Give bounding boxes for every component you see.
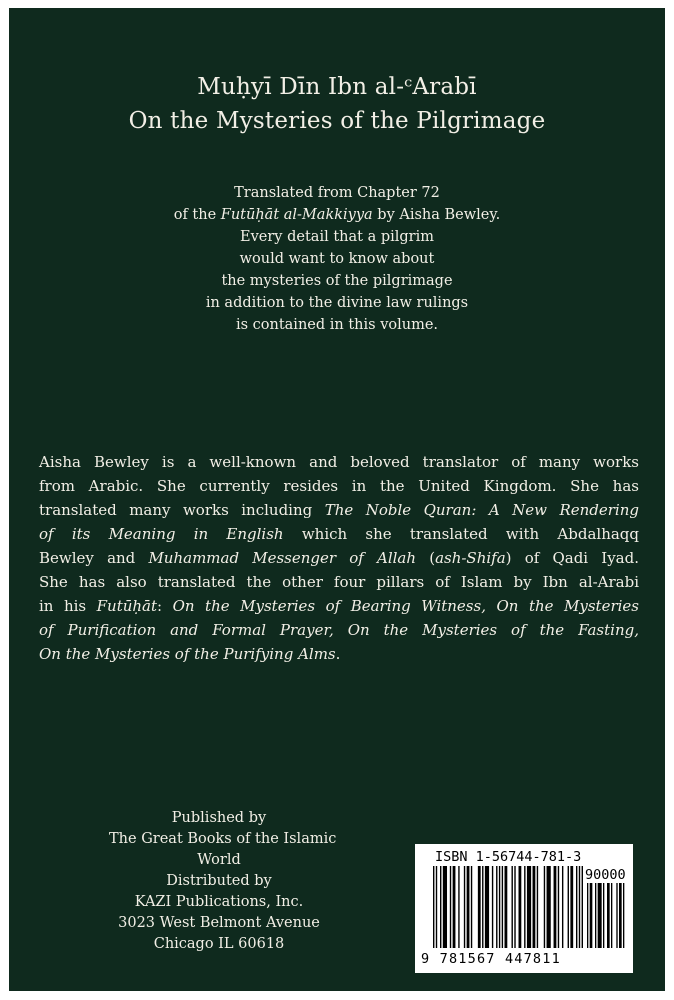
bio-line bbox=[39, 618, 639, 642]
barcode-bar bbox=[607, 883, 610, 948]
barcode-bar bbox=[471, 866, 472, 948]
bio-line: from Arabic. She currently resides in the United Kingdom. She has bbox=[39, 477, 639, 495]
barcode-bar bbox=[568, 866, 569, 948]
barcode-bar bbox=[443, 866, 447, 948]
blurb-line: is contained in this volume. bbox=[235, 317, 439, 333]
bio-italic-title: Muhammad Messenger of Allah bbox=[148, 549, 417, 567]
bio-line bbox=[39, 522, 639, 546]
barcode-bar bbox=[433, 866, 434, 948]
barcode-bar bbox=[603, 883, 604, 948]
price-code: 90000 bbox=[585, 867, 626, 883]
barcode-bar bbox=[611, 883, 612, 948]
blurb-line: Every detail that a pilgrim bbox=[240, 229, 434, 245]
barcode-bar bbox=[554, 866, 557, 948]
barcode-bars bbox=[433, 866, 583, 948]
bio-italic-title: The Noble Quran: A New Rendering bbox=[324, 501, 639, 519]
barcode-bar bbox=[558, 866, 559, 948]
barcode-bar bbox=[579, 866, 580, 948]
barcode-bar bbox=[496, 866, 497, 948]
barcode-bar bbox=[587, 883, 588, 948]
barcode-bar bbox=[590, 883, 593, 948]
bio-text: ) of Qadi Iyad. bbox=[505, 549, 639, 567]
bio-line bbox=[39, 498, 639, 522]
publisher-line: World bbox=[197, 852, 241, 868]
barcode-bar bbox=[519, 866, 522, 948]
barcode-bar bbox=[598, 883, 602, 948]
barcode-number: 9 781567 447811 bbox=[421, 951, 561, 967]
barcode-bar bbox=[562, 866, 563, 948]
publisher-line: Chicago IL 60618 bbox=[153, 936, 285, 952]
bio-text: in his bbox=[39, 597, 97, 615]
barcode-bar bbox=[512, 866, 513, 948]
barcode-bar bbox=[576, 866, 577, 948]
publisher-line: 3023 West Belmont Avenue bbox=[118, 915, 320, 931]
blurb-line: the mysteries of the pilgrimage bbox=[221, 273, 453, 289]
author-title: Muḥyī Dīn Ibn al-ᶜArabī bbox=[197, 74, 477, 100]
translator-bio bbox=[39, 450, 639, 666]
bio-line bbox=[39, 594, 639, 618]
barcode-bar bbox=[595, 883, 596, 948]
bio-italic-title: of Purification and Formal Prayer, On the Mysteries of the Fasting, bbox=[39, 621, 639, 639]
bio-text: translated many works including bbox=[39, 501, 325, 519]
bio-italic-title: Futūḥāt bbox=[96, 597, 158, 615]
barcode-bar bbox=[478, 866, 481, 948]
barcode-bar bbox=[492, 866, 493, 948]
bio-text: Bewley and bbox=[39, 549, 149, 567]
isbn-barcode bbox=[415, 844, 633, 973]
blurb-text: by Aisha Bewley. bbox=[372, 207, 501, 223]
barcode-bar bbox=[450, 866, 451, 948]
barcode-bar bbox=[505, 866, 508, 948]
bio-text: . bbox=[335, 645, 341, 663]
blurb-line: would want to know about bbox=[239, 251, 435, 267]
barcode-bar bbox=[544, 866, 545, 948]
publisher-line: KAZI Publications, Inc. bbox=[134, 894, 304, 910]
barcode-addon-bars bbox=[587, 883, 627, 948]
bio-line bbox=[39, 546, 639, 570]
barcode-bar bbox=[464, 866, 465, 948]
bio-italic-title: of its Meaning in English bbox=[39, 525, 284, 543]
bio-italic-title: On the Mysteries of Bearing Witness, On the Mysteries bbox=[172, 597, 639, 615]
blurb-line: Translated from Chapter 72 bbox=[234, 185, 440, 201]
barcode-bar bbox=[458, 866, 459, 948]
barcode-bar bbox=[436, 866, 437, 948]
barcode-bar bbox=[533, 866, 536, 948]
barcode-bar bbox=[467, 866, 470, 948]
isbn-label: ISBN 1-56744-781-3 bbox=[435, 849, 582, 865]
barcode-bar bbox=[619, 883, 622, 948]
bio-text: which she translated with Abdalhaqq bbox=[283, 525, 640, 543]
barcode-bar bbox=[514, 866, 515, 948]
barcode-bar bbox=[502, 866, 503, 948]
publisher-line: The Great Books of the Islamic bbox=[109, 831, 337, 847]
blurb-line bbox=[9, 207, 665, 223]
barcode-bar bbox=[582, 866, 583, 948]
barcode-bar bbox=[537, 866, 538, 948]
barcode-bar bbox=[482, 866, 483, 948]
bio-line bbox=[39, 642, 639, 666]
book-title: On the Mysteries of the Pilgrimage bbox=[128, 108, 546, 134]
barcode-bar bbox=[623, 883, 624, 948]
publisher-line: Distributed by bbox=[166, 873, 272, 889]
barcode-bar bbox=[499, 866, 500, 948]
barcode-bar bbox=[453, 866, 456, 948]
bio-italic-title: On the Mysteries of the Purifying Alms bbox=[39, 645, 336, 663]
barcode-bar bbox=[527, 866, 531, 948]
bio-italic-title: ash-Shifa bbox=[435, 549, 506, 567]
publisher-line: Published by bbox=[171, 810, 267, 826]
blurb-line: in addition to the divine law rulings bbox=[205, 295, 469, 311]
blurb-italic-title: Futūḥāt al-Makkiyya bbox=[220, 207, 373, 223]
barcode-bar bbox=[616, 883, 617, 948]
bio-line: She has also translated the other four pillars of Islam by Ibn al-Arabi bbox=[39, 573, 639, 591]
barcode-bar bbox=[570, 866, 573, 948]
barcode-bar bbox=[524, 866, 525, 948]
barcode-bar bbox=[440, 866, 441, 948]
barcode-bar bbox=[547, 866, 551, 948]
bio-text: : bbox=[157, 597, 173, 615]
bio-line: Aisha Bewley is a well-known and beloved translator of many works bbox=[39, 453, 639, 471]
barcode-bar bbox=[485, 866, 489, 948]
blurb-text: of the bbox=[173, 207, 221, 223]
book-back-cover bbox=[9, 8, 665, 991]
bio-text: ( bbox=[416, 549, 436, 567]
publisher-info bbox=[109, 808, 337, 955]
